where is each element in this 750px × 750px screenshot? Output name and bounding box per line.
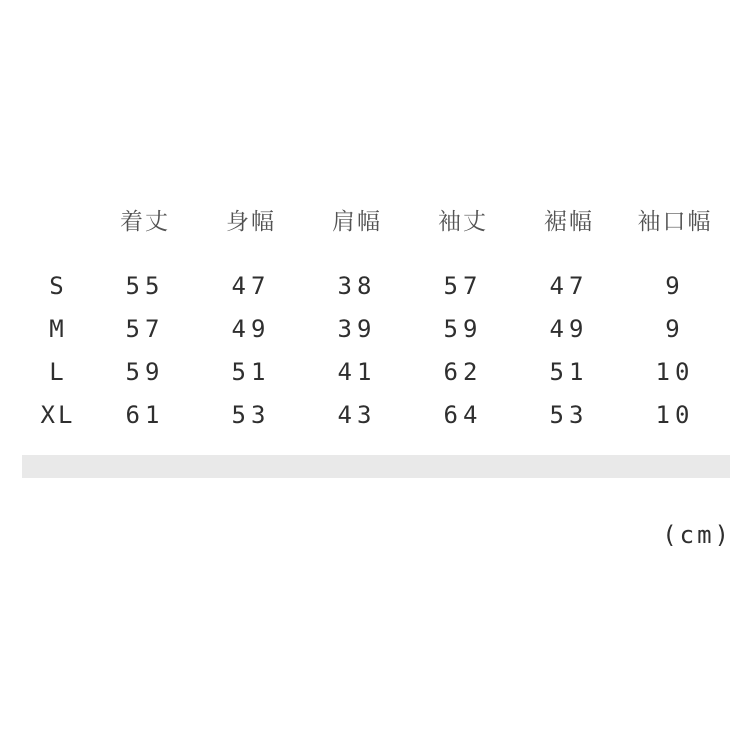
column-header: 袖口幅: [637, 208, 713, 235]
measurement-value: 51: [231, 357, 271, 386]
size-label: S: [49, 271, 67, 300]
measurement-value: 57: [443, 271, 483, 300]
measurement-value: 47: [549, 271, 589, 300]
column-header: 肩幅: [332, 208, 382, 235]
measurement-value: 41: [337, 357, 377, 386]
column-header: 袖丈: [438, 208, 488, 235]
measurement-value: 49: [231, 314, 271, 343]
measurement-value: 10: [655, 357, 695, 386]
measurement-value: 9: [665, 271, 685, 300]
measurement-value: 55: [125, 271, 165, 300]
header-corner-cell: [24, 197, 92, 241]
size-label: M: [49, 314, 67, 343]
column-header: 裾幅: [544, 208, 594, 235]
measurement-value: 43: [337, 400, 377, 429]
size-label: L: [49, 357, 67, 386]
column-header: 着丈: [120, 208, 170, 235]
measurement-value: 59: [443, 314, 483, 343]
measurement-value: 57: [125, 314, 165, 343]
header-body-spacer: [24, 241, 728, 264]
measurement-value: 51: [549, 357, 589, 386]
size-label: XL: [40, 400, 76, 429]
measurement-value: 59: [125, 357, 165, 386]
measurement-value: 47: [231, 271, 271, 300]
measurement-value: 64: [443, 400, 483, 429]
measurement-value: 53: [231, 400, 271, 429]
divider-band: [22, 455, 730, 478]
column-header: 身幅: [226, 208, 276, 235]
size-chart-table: [24, 197, 728, 436]
measurement-value: 62: [443, 357, 483, 386]
measurement-value: 38: [337, 271, 377, 300]
measurement-value: 9: [665, 314, 685, 343]
measurement-value: 10: [655, 400, 695, 429]
measurement-value: 61: [125, 400, 165, 429]
measurement-value: 39: [337, 314, 377, 343]
measurement-value: 53: [549, 400, 589, 429]
measurement-value: 49: [549, 314, 589, 343]
unit-label: (cm): [662, 521, 732, 549]
